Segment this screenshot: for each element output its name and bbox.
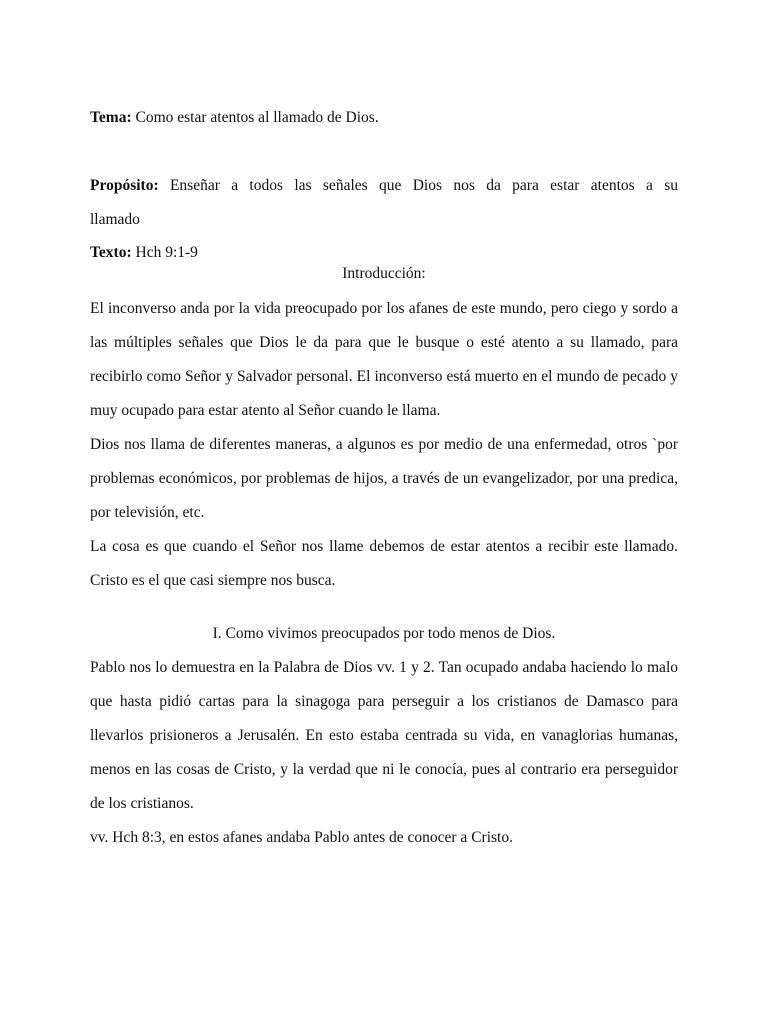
section-1-body [90, 651, 678, 855]
texto-value: Hch 9:1-9 [135, 244, 198, 261]
section-1-paragraph-2: vv. Hch 8:3, en estos afanes andaba Pablo antes de conocer a Cristo. [90, 829, 513, 846]
proposito-block [90, 169, 678, 237]
texto-label: Texto: [90, 244, 132, 261]
introduccion-paragraph-3: La cosa es que cuando el Señor nos llame debemos de estar atentos a recibir este llamado. Cristo es el que casi siempre nos busca. [90, 538, 678, 589]
tema-value: Como estar atentos al llamado de Dios. [135, 109, 379, 126]
section-1-paragraph-1: Pablo nos lo demuestra en la Palabra de Dios vv. 1 y 2. Tan ocupado andaba haciendo lo malo que hasta pidió cartas para la sinagoga para perseguir a los cristianos de Damasco para llevarlos prisioneros a Jerusalén. En esto estaba centrada su vida, en vanaglorias humanas, menos en las cosas de Cristo, y la verdad que ni le conocía, pues al contrario era perseguidor de los cristianos. [90, 659, 678, 812]
introduccion-heading: Introducción: [342, 265, 426, 282]
introduccion-body [90, 292, 678, 598]
introduccion-paragraph-1: El inconverso anda por la vida preocupado por los afanes de este mundo, pero ciego y sordo a las múltiples señales que Dios le da para que le busque o esté atento a su llamado, para recibirlo como Señor y Salvador personal. El inconverso está muerto en el mundo de pecado y muy ocupado para estar atento al Señor cuando le llama. [90, 300, 678, 419]
tema-line [90, 101, 678, 135]
proposito-line-1 [90, 169, 678, 203]
proposito-line-2: llamado [90, 211, 140, 228]
proposito-value-1: Enseñar a todos las señales que Dios nos da para estar atentos a su [169, 177, 679, 194]
tema-label: Tema: [90, 109, 132, 126]
section-1-heading: I. Como vivimos preocupados por todo menos de Dios. [212, 625, 556, 642]
introduccion-paragraph-2: Dios nos llama de diferentes maneras, a algunos es por medio de una enfermedad, otros `por problemas económicos, por problemas de hijos, a través de un evangelizador, por una predica, por televisión, etc. [90, 436, 678, 521]
proposito-label: Propósito: [90, 177, 159, 194]
